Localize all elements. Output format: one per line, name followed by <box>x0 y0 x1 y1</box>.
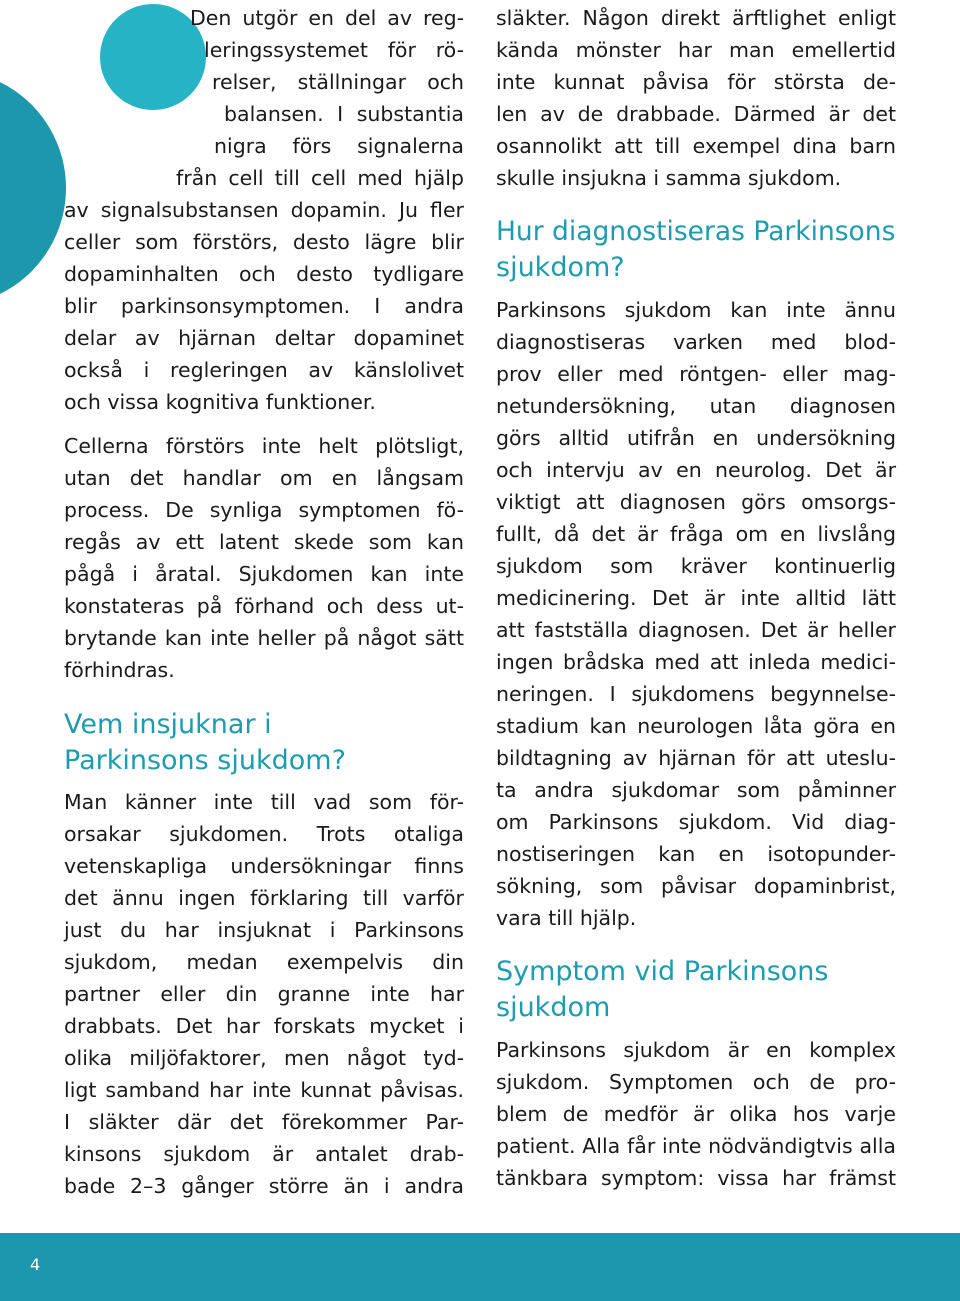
text-line: vara till hjälp. <box>496 906 637 930</box>
text-line: tänkbara symptom: vissa har främst <box>496 1166 896 1190</box>
text-line: bildtagning av hjärnan för att uteslu- <box>496 746 896 770</box>
heading-line: sjukdom <box>496 992 611 1023</box>
text-line: blir parkinsonsymptomen. I andra <box>64 294 464 318</box>
text-line: Man känner inte till vad som för- <box>64 790 464 814</box>
text-line: len av de drabbade. Därmed är det <box>496 102 896 126</box>
text-line: inte kunnat påvisa för största de- <box>496 70 896 94</box>
text-line: I släkter där det förekommer Par- <box>64 1110 464 1134</box>
text-line: orsakar sjukdomen. Trots otaliga <box>64 822 464 846</box>
paragraph-cell-destruction <box>64 430 464 686</box>
text-line: balansen. I substantia <box>224 102 464 126</box>
text-line: sökning, som påvisar dopaminbrist, <box>496 874 896 898</box>
text-line: viktigt att diagnosen görs omsorgs- <box>496 490 896 514</box>
text-line: prov eller med röntgen- eller mag- <box>496 362 896 386</box>
page-number: 4 <box>30 1255 41 1274</box>
text-line: sjukdom som kräver kontinuerlig <box>496 554 896 578</box>
text-line: just du har insjuknat i Parkinsons <box>64 918 464 942</box>
text-line: också i regleringen av känslolivet <box>64 358 464 382</box>
text-line: stadium kan neurologen låta göra en <box>496 714 896 738</box>
text-line: och vissa kognitiva funktioner. <box>64 390 376 414</box>
text-line: celler som förstörs, desto lägre blir <box>64 230 464 254</box>
text-line: process. De synliga symptomen fö- <box>64 498 464 522</box>
text-line: partner eller din granne inte har <box>64 982 464 1006</box>
text-line: och intervju av en neurolog. Det är <box>496 458 896 482</box>
text-line: av signalsubstansen dopamin. Ju fler <box>64 198 464 222</box>
text-line: görs alltid utifrån en undersökning <box>496 426 896 450</box>
text-line: ligt samband har inte kunnat påvisas. <box>64 1078 464 1102</box>
text-line: fullt, då det är fråga om en livslång <box>496 522 896 546</box>
text-line: Den utgör en del av reg- <box>190 6 464 30</box>
heading-line: Vem insjuknar i <box>64 709 272 740</box>
text-line: det ännu ingen förklaring till varför <box>64 886 464 910</box>
text-line: om Parkinsons sjukdom. Vid diag- <box>496 810 896 834</box>
text-line: konstateras på förhand och dess ut- <box>64 594 464 618</box>
heading-symptoms <box>496 954 896 1026</box>
text-line: bade 2–3 gånger större än i andra <box>64 1174 464 1198</box>
text-line: dopaminhalten och desto tydligare <box>64 262 464 286</box>
text-line: drabbats. Det har forskats mycket i <box>64 1014 464 1038</box>
text-line: släkter. Någon direkt ärftlighet enligt <box>496 6 896 30</box>
text-line: sjukdom, medan exempelvis din <box>64 950 464 974</box>
decorative-circle-large <box>0 70 66 306</box>
text-line: pågå i åratal. Sjukdomen kan inte <box>64 562 464 586</box>
text-line: nigra förs signalerna <box>214 134 464 158</box>
wrapped-paragraph <box>64 2 464 194</box>
text-line: Parkinsons sjukdom är en komplex <box>496 1038 896 1062</box>
heading-line: Hur diagnostiseras Parkinsons <box>496 216 896 247</box>
paragraph-causes <box>64 786 464 1202</box>
text-line: skulle insjukna i samma sjukdom. <box>496 166 842 190</box>
text-line: från cell till cell med hjälp <box>176 166 464 190</box>
text-line: patient. Alla får inte nödvändigtvis alla <box>496 1134 896 1158</box>
paragraph-dopamine <box>64 194 464 418</box>
text-line: netundersökning, utan diagnosen <box>496 394 896 418</box>
text-line: kända mönster har man emellertid <box>496 38 896 62</box>
heading-line: Symptom vid Parkinsons <box>496 956 829 987</box>
text-line: Parkinsons sjukdom kan inte ännu <box>496 298 896 322</box>
text-line: Cellerna förstörs inte helt plötsligt, <box>64 434 464 458</box>
text-line: diagnostiseras varken med blod- <box>496 330 896 354</box>
text-line: osannolikt att till exempel dina barn <box>496 134 896 158</box>
paragraph-diagnosis <box>496 294 896 934</box>
heading-who-gets-sick <box>64 707 464 779</box>
heading-diagnosis <box>496 214 896 286</box>
text-line: medicinering. Det är inte alltid lätt <box>496 586 896 610</box>
text-line: delar av hjärnan deltar dopaminet <box>64 326 464 350</box>
text-line: olika miljöfaktorer, men något tyd- <box>64 1046 464 1070</box>
text-line: vetenskapliga undersökningar finns <box>64 854 464 878</box>
heading-line: Parkinsons sjukdom? <box>64 745 346 776</box>
text-line: blem de medför är olika hos varje <box>496 1102 896 1126</box>
text-line: regås av ett latent skede som kan <box>64 530 464 554</box>
text-line: utan det handlar om en långsam <box>64 466 464 490</box>
text-line: leringssystemet för rö- <box>204 38 464 62</box>
footer-bar <box>0 1233 960 1301</box>
text-line: sjukdom. Symptomen och de pro- <box>496 1070 896 1094</box>
paragraph-heredity <box>496 2 896 194</box>
text-line: kinsons sjukdom är antalet drab- <box>64 1142 464 1166</box>
text-line: att fastställa diagnosen. Det är heller <box>496 618 896 642</box>
text-line: nostiseringen kan en isotopunder- <box>496 842 896 866</box>
text-line: neringen. I sjukdomens begynnelse- <box>496 682 896 706</box>
text-line: relser, ställningar och <box>212 70 464 94</box>
text-line: ingen brådska med att inleda medici- <box>496 650 896 674</box>
heading-line: sjukdom? <box>496 252 625 283</box>
text-line: förhindras. <box>64 658 175 682</box>
paragraph-symptoms <box>496 1034 896 1194</box>
text-line: brytande kan inte heller på något sätt <box>64 626 464 650</box>
text-line: ta andra sjukdomar som påminner <box>496 778 896 802</box>
